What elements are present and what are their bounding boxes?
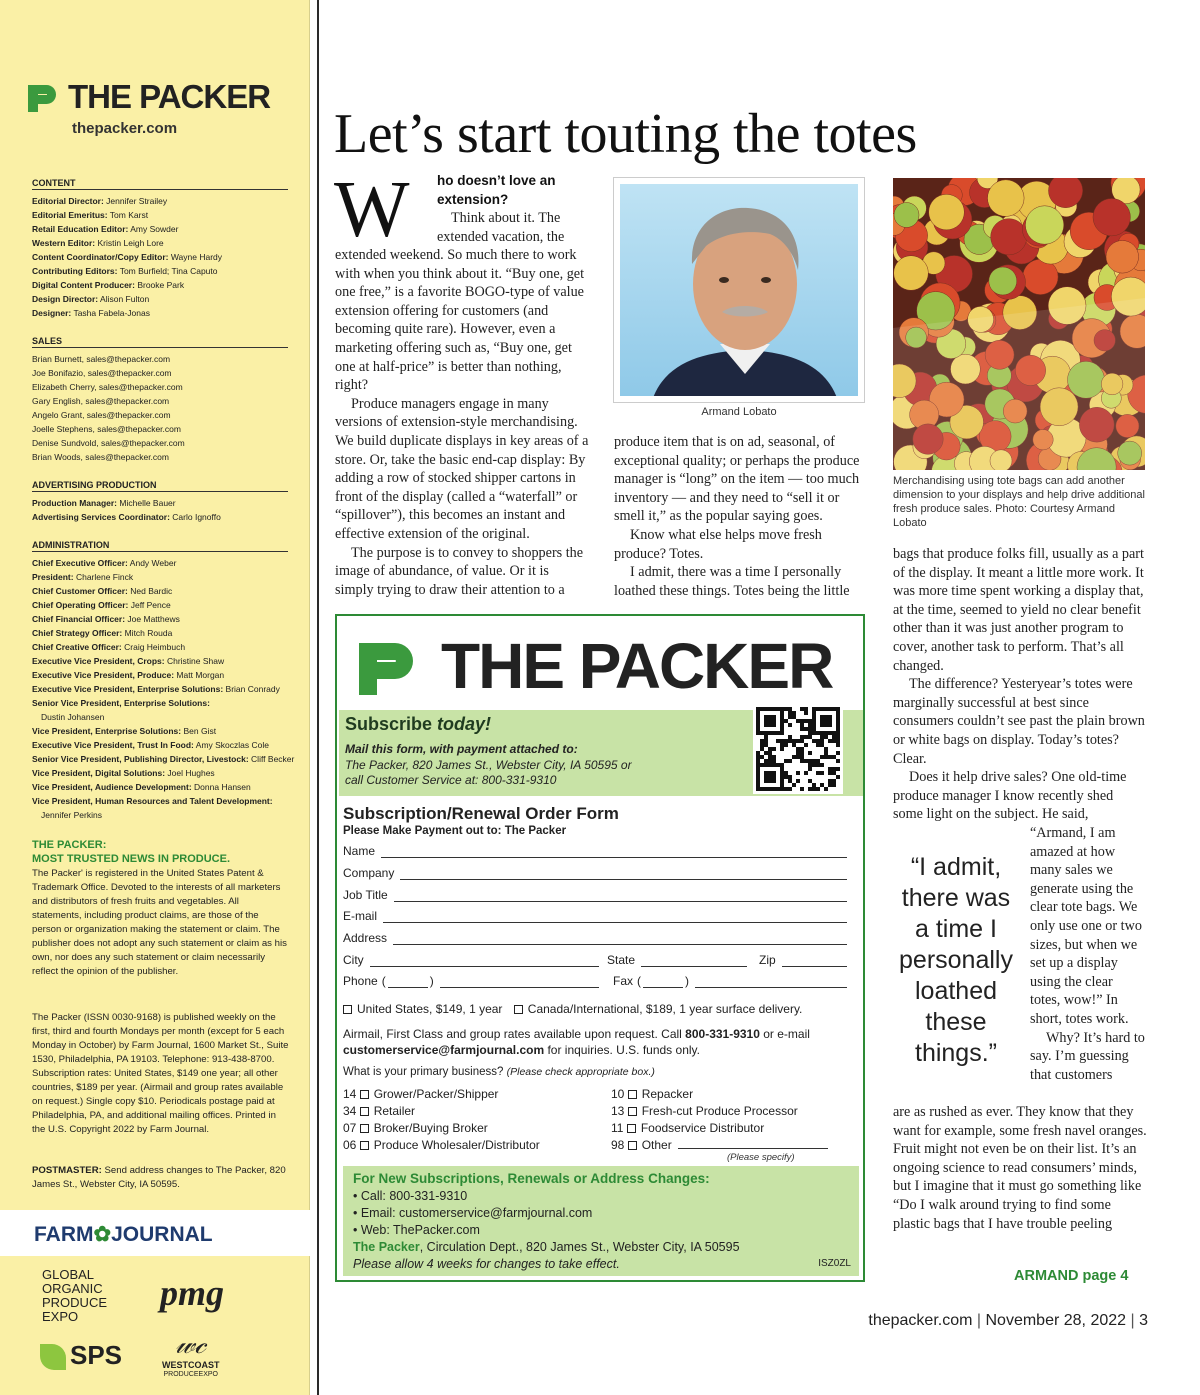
packer-logo [28,78,270,116]
staff-row [32,752,294,766]
westcoast-logo [162,1330,220,1380]
packer-p-icon [359,637,417,695]
staff-row [32,668,294,682]
job-title-field[interactable] [343,888,847,902]
article-col2 [614,433,864,600]
staff-role: Executive Vice President, Produce: [32,670,175,680]
option-code: 07 [343,1121,357,1135]
email-field[interactable] [343,909,847,923]
sales-row: Brian Burnett, sales@thepacker.com [32,354,171,364]
staff-row [32,612,294,626]
gope-line: GLOBAL [42,1267,95,1282]
staff-name: Ben Gist [183,726,217,736]
staff-role: President: [32,572,74,582]
changes-web: • Web: ThePacker.com [353,1223,480,1237]
staff-row [32,264,294,278]
gope-logo [42,1268,107,1324]
staff-role: Contributing Editors: [32,266,118,276]
field-label: Company [343,866,395,880]
staff-name: Alison Fulton [100,294,150,304]
staff-name: Tasha Fabela-Jonas [73,308,150,318]
sales-row: Angelo Grant, sales@thepacker.com [32,410,171,420]
mail-line1: Mail this form, with payment attached to: [345,742,578,756]
mail-phone: 800-331-9310 [481,773,557,787]
note-email: customerservice@farmjournal.com [343,1043,545,1057]
content-heading: CONTENT [32,178,288,190]
staff-name: Jennifer Strailey [106,196,168,206]
packer-logo-text: THE PACKER [68,78,271,115]
staff-name: Craig Heimbuch [124,642,186,652]
staff-role: Chief Operating Officer: [32,600,129,610]
changes-email: • Email: customerservice@farmjournal.com [353,1206,593,1220]
staff-role: Senior Vice President, Publishing Director, Livestock: [32,754,249,764]
author-portrait-icon [620,184,864,402]
staff-role: Digital Content Producer: [32,280,135,290]
staff-name: Brian Conrady [225,684,280,694]
address-field[interactable] [343,931,847,945]
rates-note: Airmail, First Class and group rates available upon request. Call 800-331-9310 or e-mail customerservice@farmjournal.com for inquiries. U.S. funds only. [343,1027,810,1057]
staff-name: Joe Matthews [127,614,180,624]
staff-name: Andy Weber [129,558,177,568]
paragraph: Does it help drive sales? One old-time produce manager I know recently shed some light on the subject. He said, [893,769,1127,823]
business-option [611,1137,828,1154]
trust-heading-line1: THE PACKER: [32,839,107,851]
staff-row [32,570,294,584]
business-checkbox[interactable] [360,1124,369,1133]
form-logo-text: THE PACKER [441,630,833,702]
article-col3-narrow [1030,824,1145,1084]
phone-field[interactable]: Phone ( ) [343,974,599,988]
paragraph: I admit, there was a time I personally loathed these things. Totes being the little [614,564,850,599]
farm-journal-word1: FARM [34,1223,94,1246]
paragraph: “Armand, I am amazed at how many sales we generate using the clear tote bags. We only use one or two sizes, but when we set up a display using the clear totes, wow!” In short, totes work. [1030,825,1142,1027]
business-options-left [343,1086,540,1154]
sales-row: Denise Sundvold, sales@thepacker.com [32,438,185,448]
paragraph: are as rushed as ever. They know that they want for example, some fresh navel oranges. Fruit might not even be on their list. It’s an ongoing science to read consumers’ minds, but I imagine that it must go something like “Do I walk around trying to find some plastic bags that I have trouble peeling [893,1104,1147,1232]
staff-role: Advertising Services Coordinator: [32,512,170,522]
field-label: Phone [343,974,378,988]
staff-name: Amy Sowder [130,224,179,234]
business-checkbox[interactable] [628,1107,637,1116]
staff-name: Cliff Becker [251,754,295,764]
staff-role: Retail Education Editor: [32,224,129,234]
adprod-staff-list [32,496,294,524]
field-label: Zip [759,953,776,967]
gope-line: PRODUCE [42,1295,108,1310]
business-option [343,1086,540,1103]
staff-name: Amy Skoczlas Cole [195,740,269,750]
jump-line[interactable]: ARMAND page 4 [1014,1268,1129,1284]
sps-text: SPS [70,1340,123,1370]
westcoast-line2: PRODUCEEXPO [163,1371,218,1378]
article-col1-top [437,209,589,246]
business-option [343,1137,540,1154]
staff-row [32,654,294,668]
mail-line3: call Customer Service at: [345,773,482,787]
admin-staff-list [32,556,294,822]
staff-row [32,306,294,320]
staff-role: Chief Executive Officer: [32,558,128,568]
option-code: 14 [343,1087,357,1101]
mail-instructions [345,742,705,789]
staff-row [32,682,294,696]
packer-p-icon [28,82,58,112]
paragraph: The purpose is to convey to shoppers the image of abundance, of value. Or it is simply trying to draw their attention to a [335,544,584,598]
westcoast-swirl-icon: 𝓌𝒸 [175,1329,207,1360]
subscribe-today: today! [437,714,492,734]
business-question: What is your primary business? (Please check appropriate box.) [343,1066,655,1078]
changes-call: • Call: 800-331-9310 [353,1189,468,1203]
postmaster-text [32,1164,290,1192]
changes-allow: Please allow 4 weeks for changes to take effect. [353,1257,620,1271]
us-option-label: United States, $149, 1 year [357,1002,503,1016]
staff-name: Ned Bardic [130,586,173,596]
admin-heading: ADMINISTRATION [32,540,288,552]
staff-row [32,510,294,524]
staff-role: Chief Financial Officer: [32,614,126,624]
sales-staff-list [32,352,294,464]
sales-row: Elizabeth Cherry, sales@thepacker.com [32,382,183,392]
staff-row [32,598,294,612]
staff-name: Michelle Bauer [119,498,176,508]
staff-name: Wayne Hardy [170,252,223,262]
staff-name: Donna Hansen [194,782,251,792]
pull-quote: “I admit, there was a time I personally loathed these things.” [899,853,1013,1067]
form-title: Subscription/Renewal Order Form [343,804,619,823]
sales-row: Joe Bonifazio, sales@thepacker.com [32,368,172,378]
paragraph: The difference? Yesteryear’s totes were marginally successful at best since consumers couldn’t see past the plain brown or white bags on display. Today’s totes? Clear. [893,676,1145,767]
staff-role: Vice President, Audience Development: [32,782,192,792]
trust-text: The Packer' is registered in the United States Patent & Trademark Office. Devoted to the interests of all marketers and distributors of fresh fruits and vegetables. All statements, including product claims, are those of the person or organization making the statement or claim. The publisher does not adopt any such statement or claim as his own, nor does any such statement or claim necessarily reflect the opinion of the publisher. [32,868,287,977]
article-col3-bottom [893,1103,1147,1233]
staff-row [32,496,294,510]
author-photo [614,178,864,402]
staff-role: Western Editor: [32,238,96,248]
staff-row [32,710,294,724]
tote-photo-caption: Merchandising using tote bags can add another dimension to your displays and help drive additional fresh produce sales. Photo: Courtesy Armand Lobato [893,475,1145,529]
subscription-options [343,1002,802,1016]
tote-bag-photo [893,178,1145,470]
staff-row [32,278,294,292]
staff-role: Production Manager: [32,498,118,508]
content-staff-list [32,194,294,320]
staff-role: Chief Customer Officer: [32,586,128,596]
intl-checkbox[interactable] [514,1005,523,1014]
staff-role: Chief Creative Officer: [32,642,122,652]
please-specify: (Please specify) [727,1152,795,1163]
staff-name: Tom Burfield; Tina Caputo [119,266,218,276]
changes-address: The Packer, Circulation Dept., 820 James St., Webster City, IA 50595 [353,1240,740,1254]
field-label: E-mail [343,909,378,923]
article-lead: ho doesn’t love an extension? [437,173,556,207]
sps-logo [40,1340,122,1371]
option-label: Foodservice Distributor [640,1121,765,1135]
staff-role: Editorial Emeritus: [32,210,108,220]
folio-page: 3 [1139,1312,1148,1329]
subscribe-word: Subscribe [345,714,438,734]
intl-option-label: Canada/International, $189, 1 year surface delivery. [527,1002,803,1016]
sales-row: Joelle Stephens, sales@thepacker.com [32,424,181,434]
sales-row: Gary English, sales@thepacker.com [32,396,170,406]
farm-journal-leaf-icon: ✿ [93,1223,112,1246]
business-checkbox[interactable] [627,1124,636,1133]
staff-name: Matt Morgan [176,670,225,680]
staff-role: Chief Strategy Officer: [32,628,123,638]
staff-name: Tom Karst [109,210,149,220]
note-phone: 800-331-9310 [685,1027,760,1041]
article-headline: Let’s start touting the totes [334,103,917,165]
staff-role: Content Coordinator/Copy Editor: [32,252,169,262]
postmaster-label: POSTMASTER: [32,1165,102,1176]
business-options-right [611,1086,828,1154]
staff-row [32,640,294,654]
field-label: Fax [613,974,634,988]
form-code: ISZ0ZL [818,1258,851,1269]
field-label: State [607,953,636,967]
staff-row [32,222,294,236]
drop-cap: W [334,166,410,254]
masthead-url: thepacker.com [72,120,178,137]
changes-heading: For New Subscriptions, Renewals or Address Changes: [353,1171,710,1186]
staff-role: Vice President, Human Resources and Talent Development: [32,796,273,806]
option-label: Grower/Packer/Shipper [373,1087,499,1101]
staff-name: Dustin Johansen [41,712,105,722]
paragraph: extended weekend. So much there to work with when you think about it. “Buy one, get one free,” is a favorite BOGO-type of value extension offering for customers (and becoming quite rare). However, even a marketing offering such as, “Buy one, get one at half-price” is better than nothing, right? [335,247,585,394]
staff-row [32,208,294,222]
article-col3-top [893,545,1145,824]
pmg-logo: pmg [160,1273,225,1313]
staff-role: Executive Vice President, Trust In Food: [32,740,194,750]
option-label: Fresh-cut Produce Processor [641,1104,798,1118]
business-option [611,1086,828,1103]
name-field[interactable] [343,844,847,858]
business-checkbox[interactable] [360,1090,369,1099]
column-divider [317,0,319,1395]
option-label: Retailer [373,1104,416,1118]
zip-field[interactable] [759,953,847,967]
option-code: 10 [611,1087,625,1101]
staff-role: Vice President, Digital Solutions: [32,768,166,778]
business-option [343,1120,540,1137]
business-checkbox[interactable] [360,1107,369,1116]
business-option [611,1120,828,1137]
option-code: 98 [611,1138,625,1152]
staff-row [32,808,294,822]
article-col1 [335,246,589,599]
gope-line: EXPO [42,1309,79,1324]
fax-field[interactable]: Fax ( ) [613,974,847,988]
trust-heading [32,838,230,866]
sps-leaf-icon [40,1344,66,1370]
question-hint: (Please check appropriate box.) [506,1066,655,1078]
staff-role: Senior Vice President, Enterprise Solutions: [32,698,210,708]
staff-row [32,724,294,738]
option-code: 06 [343,1138,357,1152]
paragraph: bags that produce folks fill, usually as a part of the display. It meant a little more work. It was more time spent working a display that, at the time, seemed to yield no clear benefit other than it was just another program to cover, another task to perform. That’s all changed. [893,546,1144,674]
paragraph: Produce managers engage in many versions of extension-style merchandising. We build duplicate displays in key areas of a store. Or, take the basic end-cap display: By adding a row of stocked shipper cartons in front of the display (called a “waterfall” or “spillover”), this becomes an instant and effective extension of the original. [335,395,589,542]
field-label: Job Title [343,888,388,902]
staff-row [32,626,294,640]
staff-row [32,292,294,306]
option-code: 11 [611,1121,624,1135]
business-checkbox[interactable] [628,1090,637,1099]
staff-name: Jennifer Perkins [41,810,102,820]
sales-row: Brian Woods, sales@thepacker.com [32,452,169,462]
paragraph: Know what else helps move fresh produce? Totes. [614,526,822,562]
city-field[interactable] [343,953,599,967]
staff-row [32,766,294,780]
business-option [611,1103,828,1120]
staff-role: Designer: [32,308,72,318]
author-photo-caption: Armand Lobato [701,406,777,418]
form-packer-logo [359,630,833,702]
changes-box [343,1166,859,1276]
staff-name: Carlo Ignoffo [172,512,221,522]
gope-line: ORGANIC [42,1281,103,1296]
staff-row [32,250,294,264]
business-checkbox[interactable] [360,1141,369,1150]
form-payment-note: Please Make Payment out to: The Packer [343,825,567,837]
staff-row [32,794,294,808]
state-field[interactable] [607,953,747,967]
option-label: Other [641,1138,672,1152]
mail-line2: The Packer, 820 James St., Webster City, IA 50595 or [345,757,632,772]
paragraph: Think about it. The extended vacation, the [437,210,565,245]
staff-row [32,696,294,710]
business-option [343,1103,540,1120]
staff-name: Joel Hughes [167,768,215,778]
paragraph: Why? It’s hard to say. I’m guessing that customers [1030,1029,1145,1083]
apples-in-totes-icon [893,178,1145,470]
option-code: 13 [611,1104,625,1118]
folio-date: November 28, 2022 [985,1312,1127,1329]
staff-role: Vice President, Enterprise Solutions: [32,726,182,736]
staff-role: Executive Vice President, Crops: [32,656,165,666]
qr-code-icon[interactable] [753,704,843,794]
masthead-sidebar [0,0,310,1395]
westcoast-line1: WESTCOAST [162,1360,220,1370]
paragraph: produce item that is on ad, seasonal, of exceptional quality; or perhaps the produce manager is “long” on the item — too much inventory — and they need to “sell it or smell it,” as the popular saying goes. [614,434,860,525]
company-field[interactable] [343,866,847,880]
adprod-heading: ADVERTISING PRODUCTION [32,480,288,492]
staff-name: Mitch Rouda [124,628,173,638]
option-label: Produce Wholesaler/Distributor [373,1138,540,1152]
sales-heading: SALES [32,336,288,348]
field-label: Name [343,844,376,858]
us-checkbox[interactable] [343,1005,352,1014]
subscribe-heading [345,714,491,735]
staff-row [32,236,294,250]
staff-role: Executive Vice President, Enterprise Solutions: [32,684,224,694]
staff-row [32,194,294,208]
staff-name: Jeff Pence [130,600,171,610]
staff-row [32,556,294,570]
staff-name: Charlene Finck [75,572,134,582]
business-checkbox[interactable] [628,1141,637,1150]
publication-text: The Packer (ISSN 0030-9168) is published weekly on the first, third and fourth Mondays per month (except for 5 each Monday in October) by Farm Journal, 1600 Market St., Suite 1530, Philadelphia, PA 19103. Telephone: 913-438-8700. Subscription rates: United States, $149 one year; all other countries, $189 per year. (Airmail and group rates available on request.) Single copy $10. Periodicals postage paid at Philadelphia, PA, and additional mailing offices. Printed in the U.S. Copyright 2022 by Farm Journal. [32,1012,289,1135]
farm-journal-word2: JOURNAL [111,1223,213,1246]
staff-row [32,780,294,794]
field-label: Address [343,931,388,945]
trust-heading-line2: MOST TRUSTED NEWS IN PRODUCE. [32,853,231,865]
postmaster-body: Send address changes to The Packer, 820 James St., Webster City, IA 50595. [32,1165,286,1190]
option-label: Repacker [641,1087,694,1101]
staff-row [32,738,294,752]
subscribe-box [339,710,863,796]
staff-name: Brooke Park [137,280,185,290]
option-code: 34 [343,1104,357,1118]
staff-role: Editorial Director: [32,196,104,206]
page-folio: thepacker.com | November 28, 2022 | 3 [868,1312,1148,1329]
staff-name: Kristin Leigh Lore [97,238,164,248]
field-label: City [343,953,364,967]
staff-name: Christine Shaw [166,656,225,666]
staff-role: Design Director: [32,294,99,304]
farm-journal-logo [34,1222,213,1247]
staff-row [32,584,294,598]
folio-site: thepacker.com [868,1312,973,1329]
option-label: Broker/Buying Broker [373,1121,488,1135]
subscription-form [335,614,865,1282]
